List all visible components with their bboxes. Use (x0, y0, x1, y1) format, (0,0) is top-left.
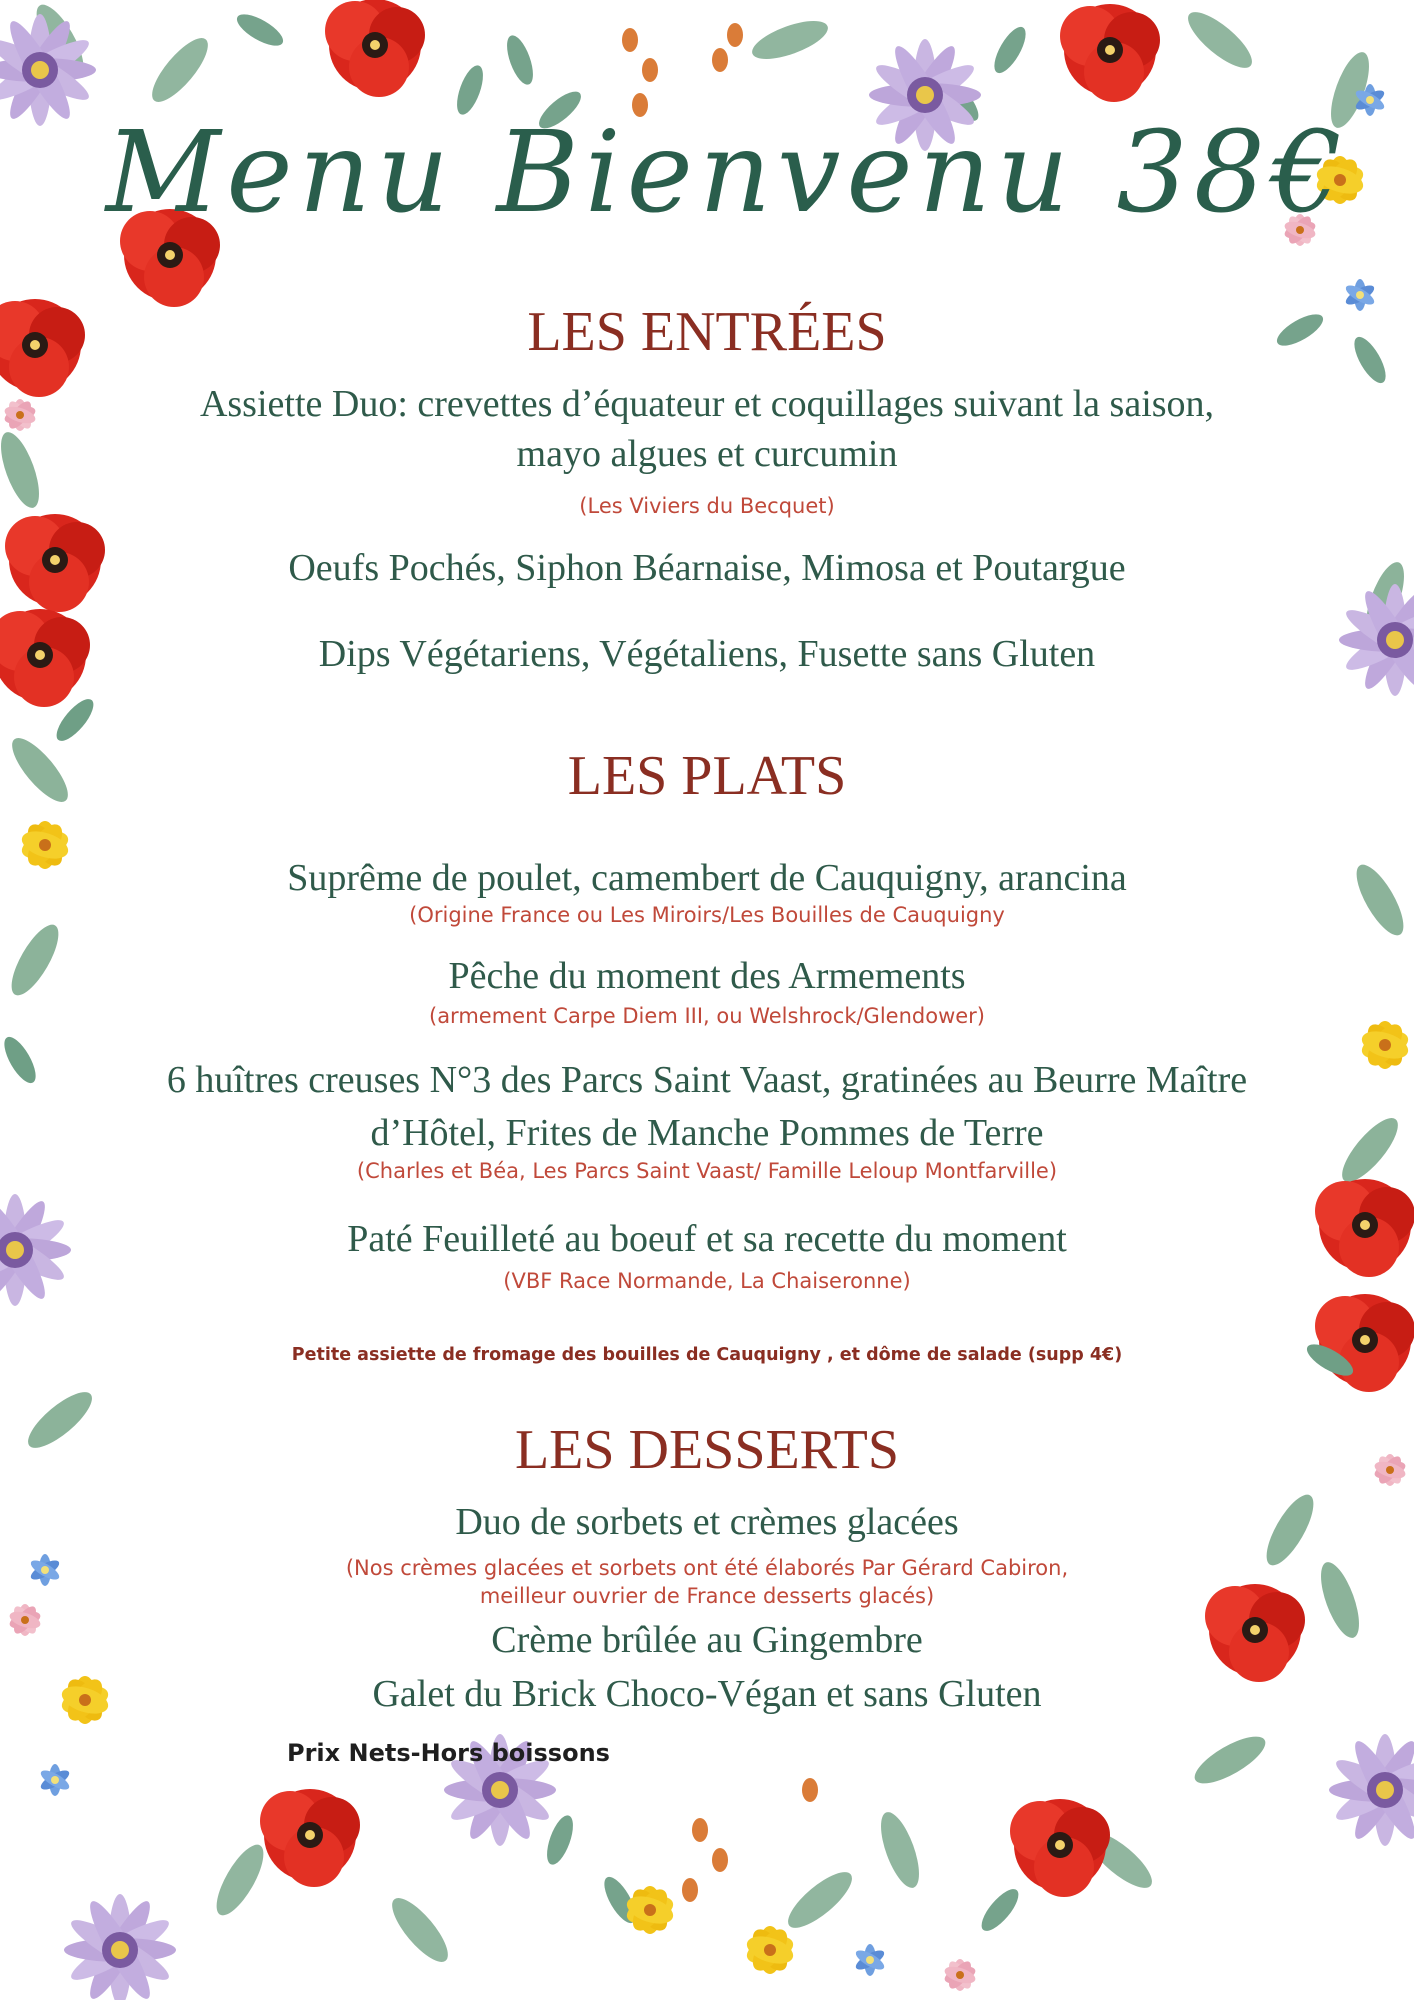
plat-4: Paté Feuilleté au boeuf et sa recette du moment (347, 1218, 1067, 1260)
dessert-1: Duo de sorbets et crèmes glacées (455, 1501, 959, 1543)
entree-2: Oeufs Pochés, Siphon Béarnaise, Mimosa et Poutargue (288, 547, 1126, 589)
entree-1-origin: (Les Viviers du Becquet) (579, 494, 835, 518)
plat-1-origin: (Origine France ou Les Miroirs/Les Bouilles de Cauquigny (409, 903, 1005, 927)
plat-4-origin: (VBF Race Normande, La Chaiseronne) (503, 1269, 911, 1293)
heading-plats: LES PLATS (567, 745, 847, 807)
plat-3-line-2: d’Hôtel, Frites de Manche Pommes de Terre (370, 1112, 1044, 1154)
heading-entrees: LES ENTRÉES (527, 301, 887, 363)
dessert-3: Galet du Brick Choco-Végan et sans Gluten (372, 1673, 1042, 1715)
menu-title: Menu Bienvenu 38€ (105, 108, 1349, 238)
entree-1-line-1: Assiette Duo: crevettes d’équateur et coquillages suivant la saison, (199, 383, 1215, 425)
dessert-1-origin-line-2: meilleur ouvrier de France desserts glacés) (479, 1584, 935, 1608)
entree-1-line-2: mayo algues et curcumin (516, 433, 898, 475)
dessert-1-origin-line-1: (Nos crèmes glacées et sorbets ont été élaborés Par Gérard Cabiron, (345, 1556, 1069, 1580)
dessert-2: Crème brûlée au Gingembre (491, 1619, 923, 1661)
plat-2-origin: (armement Carpe Diem III, ou Welshrock/Glendower) (429, 1004, 985, 1028)
plat-1: Suprême de poulet, camembert de Cauquigny, arancina (287, 857, 1127, 899)
supplement-note: Petite assiette de fromage des bouilles de Cauquigny , et dôme de salade (supp 4€) (291, 1345, 1123, 1365)
heading-desserts: LES DESSERTS (514, 1419, 900, 1481)
entree-3: Dips Végétariens, Végétaliens, Fusette sans Gluten (318, 633, 1096, 675)
prix-note: Prix Nets-Hors boissons (287, 1739, 610, 1767)
plat-3-line-1: 6 huîtres creuses N°3 des Parcs Saint Vaast, gratinées au Beurre Maître (166, 1059, 1248, 1101)
plat-2: Pêche du moment des Armements (448, 955, 966, 997)
plat-3-origin: (Charles et Béa, Les Parcs Saint Vaast/ Famille Leloup Montfarville) (356, 1159, 1058, 1183)
